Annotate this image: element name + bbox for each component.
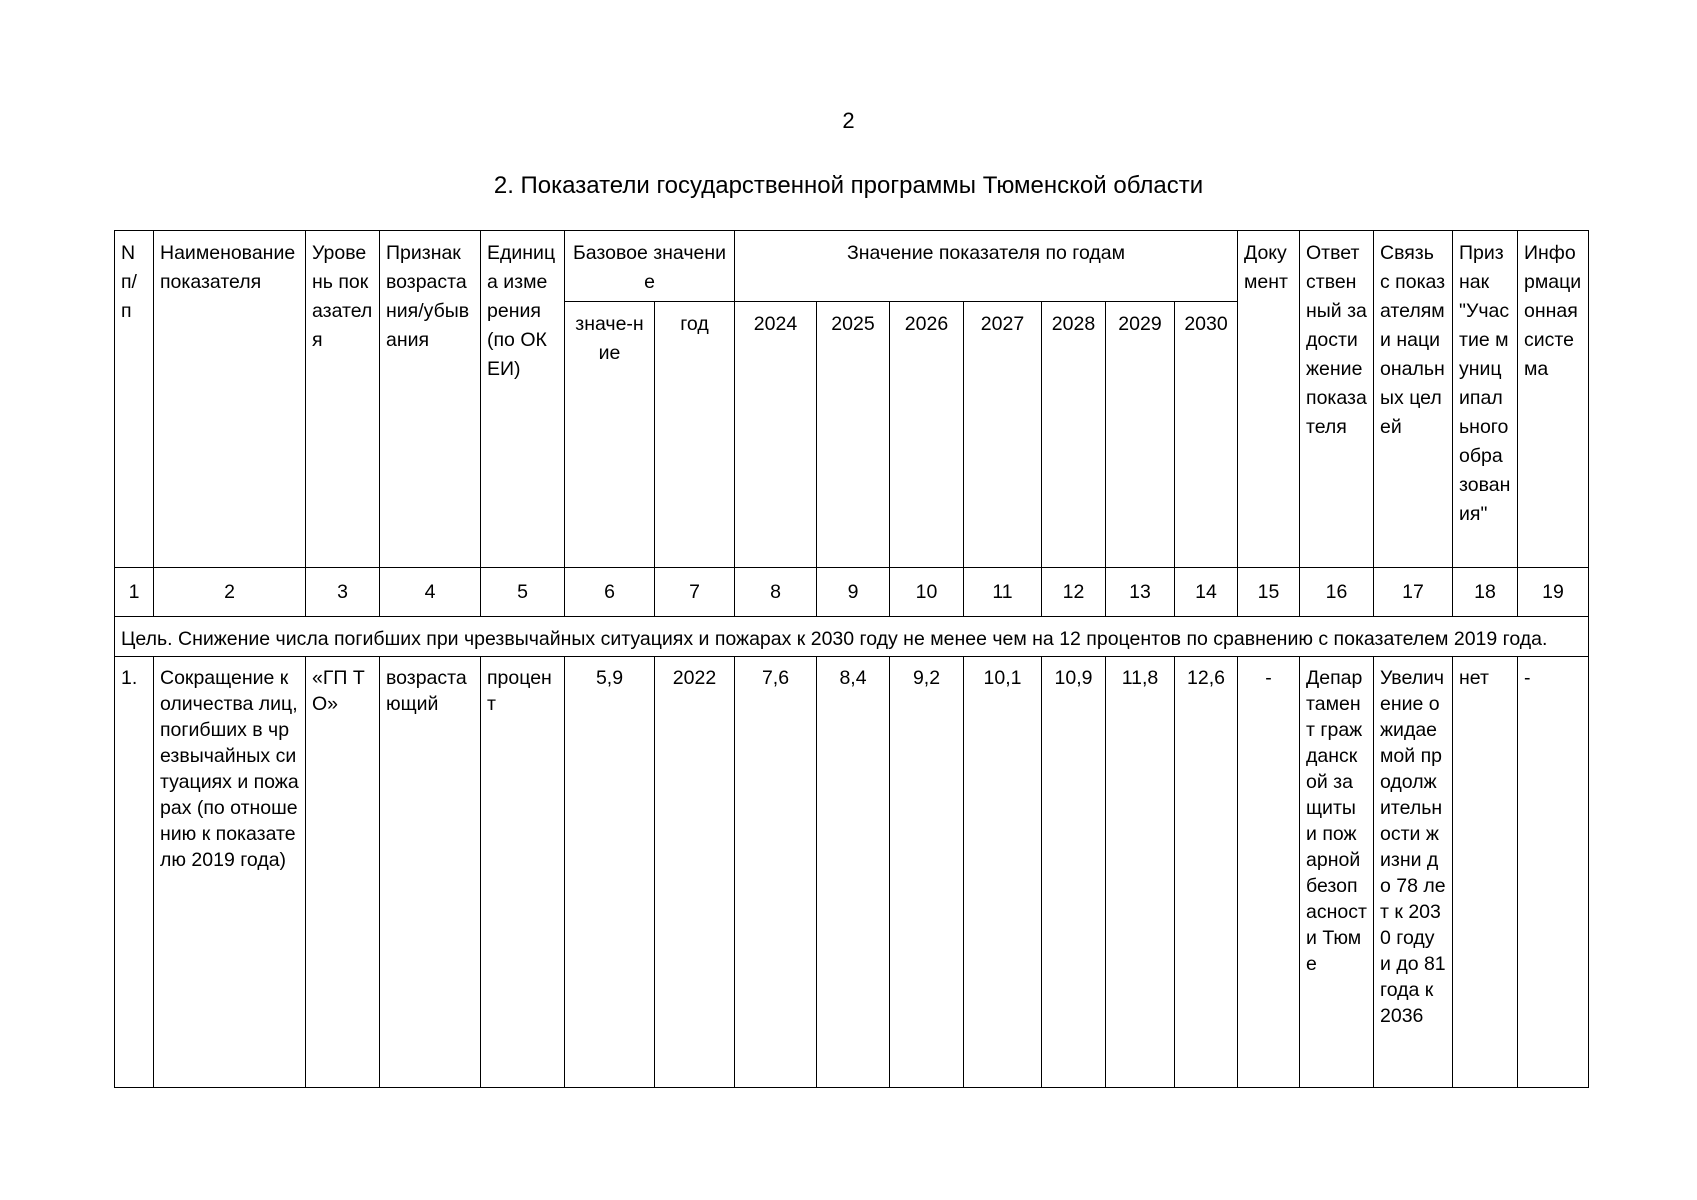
header-info-system: Информационная система (1518, 231, 1589, 568)
row-npp: 1. (115, 657, 154, 1088)
header-year: 2024 (735, 302, 817, 568)
column-number: 18 (1453, 568, 1518, 617)
header-year: 2030 (1175, 302, 1238, 568)
column-number: 1 (115, 568, 154, 617)
column-number: 8 (735, 568, 817, 617)
header-year: 2026 (890, 302, 964, 568)
column-number: 17 (1374, 568, 1453, 617)
column-number: 12 (1042, 568, 1106, 617)
row-base-value: 5,9 (565, 657, 655, 1088)
row-year-value: 12,6 (1175, 657, 1238, 1088)
column-number: 10 (890, 568, 964, 617)
goal-text: Цель. Снижение числа погибших при чрезвычайных ситуациях и пожарах к 2030 году не менее чем на 12 процентов по сравнению с показателем 2019 года. (115, 617, 1589, 657)
row-year-value: 8,4 (817, 657, 890, 1088)
row-year-value: 7,6 (735, 657, 817, 1088)
page-number: 2 (842, 108, 855, 133)
page-title: 2. Показатели государственной программы Тюменской области (493, 172, 1204, 199)
row-year-value: 11,8 (1106, 657, 1175, 1088)
row-trend: возрастающий (380, 657, 481, 1088)
header-trend: Признак возрастания/убывания (380, 231, 481, 568)
row-year-value: 9,2 (890, 657, 964, 1088)
header-name: Наименование показателя (154, 231, 306, 568)
header-base-value: значе-ние (565, 302, 655, 568)
header-npp: N п/п (115, 231, 154, 568)
column-number: 9 (817, 568, 890, 617)
row-base-year: 2022 (655, 657, 735, 1088)
table-row (115, 657, 1589, 1088)
row-responsible: Департамент гражданской защиты и пожарной безопасности Тюме (1300, 657, 1374, 1088)
row-year-value: 10,9 (1042, 657, 1106, 1088)
row-document: - (1238, 657, 1300, 1088)
column-number: 11 (964, 568, 1042, 617)
row-national-goals: Увеличение ожидаемой продолжительности жизни до 78 лет к 2030 году и до 81 года к 2036 (1374, 657, 1453, 1088)
column-number: 4 (380, 568, 481, 617)
goal-row (115, 617, 1589, 657)
header-year: 2025 (817, 302, 890, 568)
header-year: 2028 (1042, 302, 1106, 568)
row-level: «ГП ТО» (306, 657, 380, 1088)
indicators-table (114, 230, 1589, 1088)
row-year-value: 10,1 (964, 657, 1042, 1088)
header-municipal: Признак "Участие муниципального образования" (1453, 231, 1518, 568)
row-name: Сокращение количества лиц, погибших в чрезвычайных ситуациях и пожарах (по отношению к показателю 2019 года) (154, 657, 306, 1088)
header-base: Базовое значение (565, 231, 735, 302)
header-values-by-year: Значение показателя по годам (735, 231, 1238, 302)
row-municipal: нет (1453, 657, 1518, 1088)
header-responsible: Ответственный за достижение показателя (1300, 231, 1374, 568)
row-info-system: - (1518, 657, 1589, 1088)
header-level: Уровень показателя (306, 231, 380, 568)
header-base-year: год (655, 302, 735, 568)
header-year: 2029 (1106, 302, 1175, 568)
column-number: 3 (306, 568, 380, 617)
header-unit: Единица измерения (по ОКЕИ) (481, 231, 565, 568)
column-number: 5 (481, 568, 565, 617)
column-number: 6 (565, 568, 655, 617)
column-number: 14 (1175, 568, 1238, 617)
column-number: 15 (1238, 568, 1300, 617)
column-number: 2 (154, 568, 306, 617)
header-document: Документ (1238, 231, 1300, 568)
header-year: 2027 (964, 302, 1042, 568)
column-number: 13 (1106, 568, 1175, 617)
header-national-goals: Связь с показателями национальных целей (1374, 231, 1453, 568)
column-number: 7 (655, 568, 735, 617)
row-unit: процент (481, 657, 565, 1088)
column-numbers-row (115, 568, 1589, 617)
column-number: 19 (1518, 568, 1589, 617)
column-number: 16 (1300, 568, 1374, 617)
